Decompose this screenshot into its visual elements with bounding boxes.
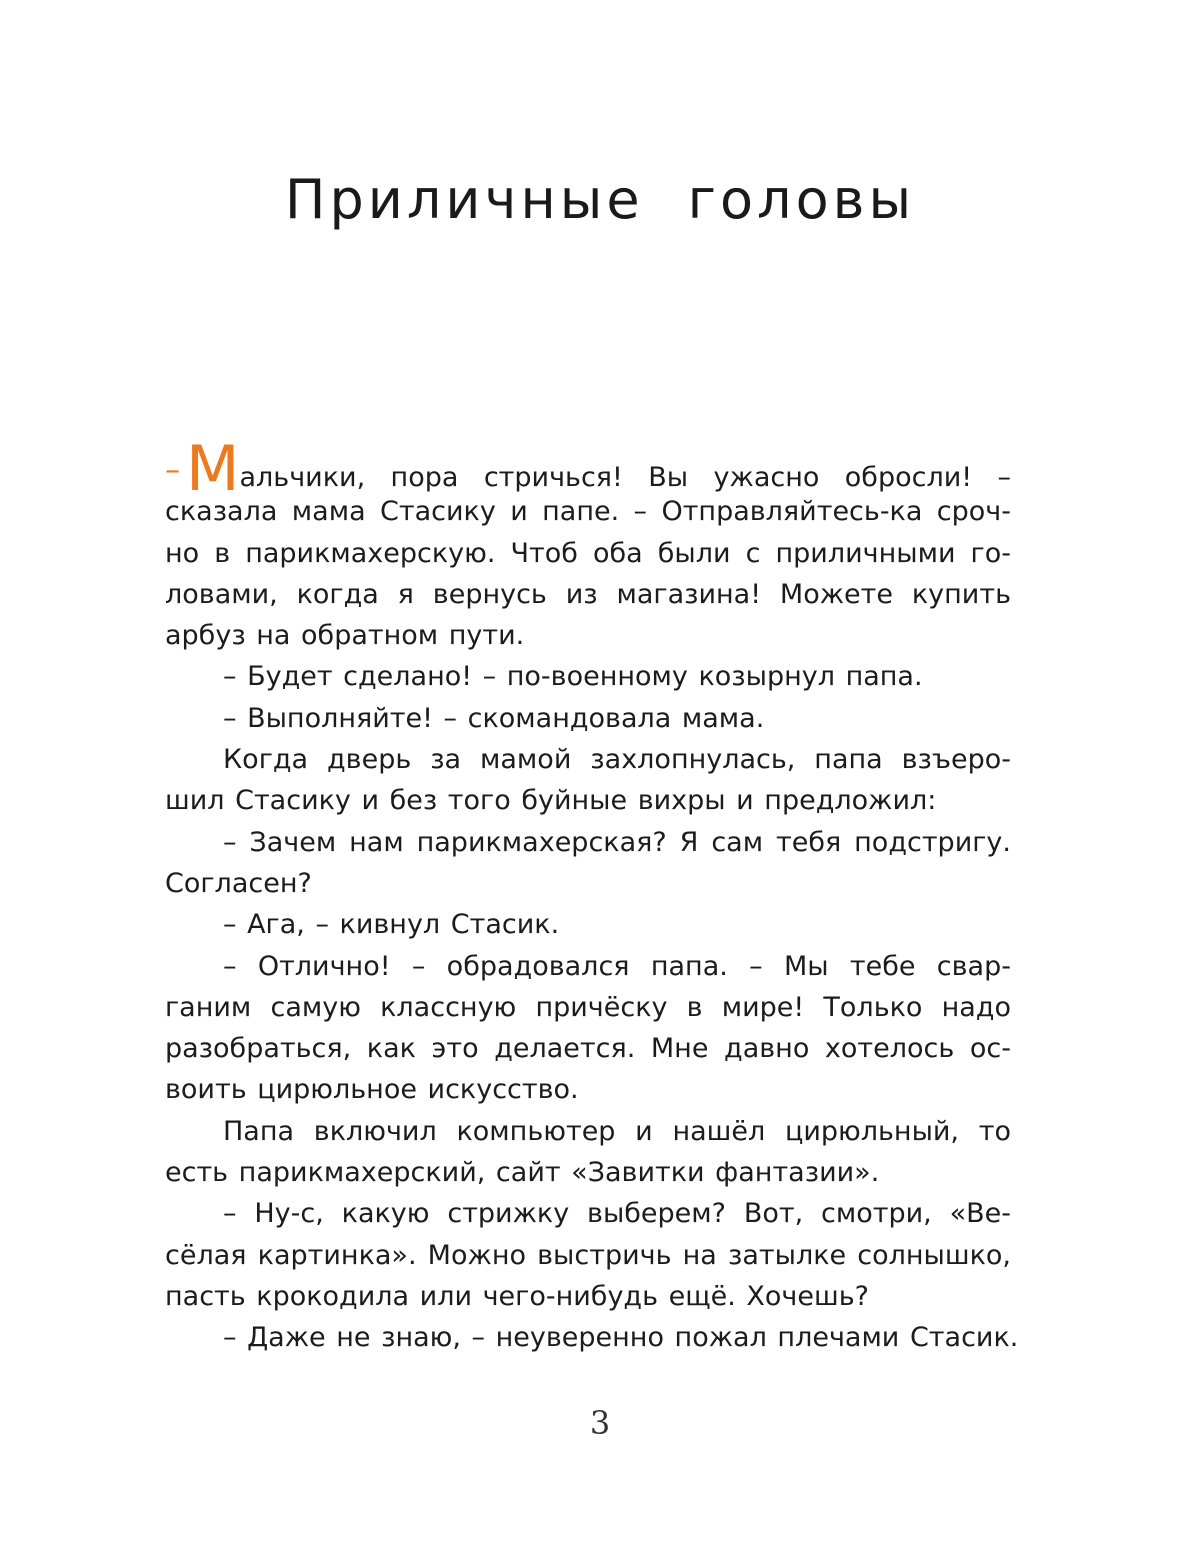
text-line: сказала мама Стасику и папе. – Отправляйтесь-ка сроч- [165, 496, 1011, 528]
title-letter: ы [559, 168, 607, 231]
title-letter: П [284, 168, 330, 231]
text-line: – Выполняйте! – скомандовала мама. [223, 702, 765, 734]
title-letter: в [832, 168, 869, 231]
text-line: воить цирюльное искусство. [165, 1074, 579, 1106]
text-line: но в парикмахерскую. Чтоб оба были с приличными го- [165, 537, 1011, 569]
text-line: есть парикмахерский, сайт «Завитки фантазии». [165, 1157, 880, 1189]
title-letter: р [329, 168, 368, 231]
text-line: пасть крокодила или чего-нибудь ещё. Хочешь? [165, 1280, 869, 1312]
page-number: 3 [589, 1404, 611, 1442]
title-letter: и [367, 168, 407, 231]
text-line: Согласен? [165, 867, 312, 899]
title-letter-yellow: о [795, 168, 833, 231]
title-letter: н [520, 168, 560, 231]
chapter-title [0, 168, 1200, 231]
title-letter-blue: ы [868, 168, 916, 231]
dropcap-dash: – [165, 453, 180, 488]
title-letter-red: о [720, 168, 758, 231]
title-letter: ч [484, 168, 521, 231]
text-line: разобраться, как это делается. Мне давно хотелось ос- [165, 1033, 1011, 1065]
text-line: – Ага, – кивнул Стасик. [223, 909, 560, 941]
text-line-content: альчики, пора стричься! Вы ужасно обросли! – [239, 462, 1011, 493]
text-line: арбуз на обратном пути. [165, 620, 525, 652]
text-line: – Ну-с, какую стрижку выберем? Вот, смотри, «Ве- [223, 1198, 1011, 1230]
text-line: ловами, когда я вернусь из магазина! Можете купить [165, 578, 1011, 610]
text-line: – Зачем нам парикмахерская? Я сам тебя подстригу. [223, 826, 1011, 858]
text-line: Когда дверь за мамой захлопнулась, папа взъеро- [223, 744, 1011, 776]
text-line: Папа включил компьютер и нашёл цирюльный, то [223, 1115, 1011, 1147]
story-text [165, 432, 1019, 1359]
dropcap-letter: М [186, 432, 238, 505]
text-line: шил Стасику и без того буйные вихры и предложил: [165, 785, 937, 817]
text-line: сёлая картинка». Можно выстричь на затылке солнышко, [165, 1239, 1011, 1271]
title-letter: г [687, 168, 720, 231]
title-letter: л [406, 168, 446, 231]
title-letter-orange: е [606, 168, 644, 231]
title-letter: л [757, 168, 796, 231]
title-letter: и [445, 168, 485, 231]
text-line: – Будет сделано! – по-военному козырнул папа. [223, 661, 923, 693]
text-line-first [165, 432, 1011, 505]
text-line: – Отлично! – обрадовался папа. – Мы тебе свар- [223, 950, 1011, 982]
text-line: ганим самую классную причёску в мире! Только надо [165, 991, 1011, 1023]
text-line: – Даже не знаю, – неуверенно пожал плечами Стасик. [223, 1322, 1019, 1354]
